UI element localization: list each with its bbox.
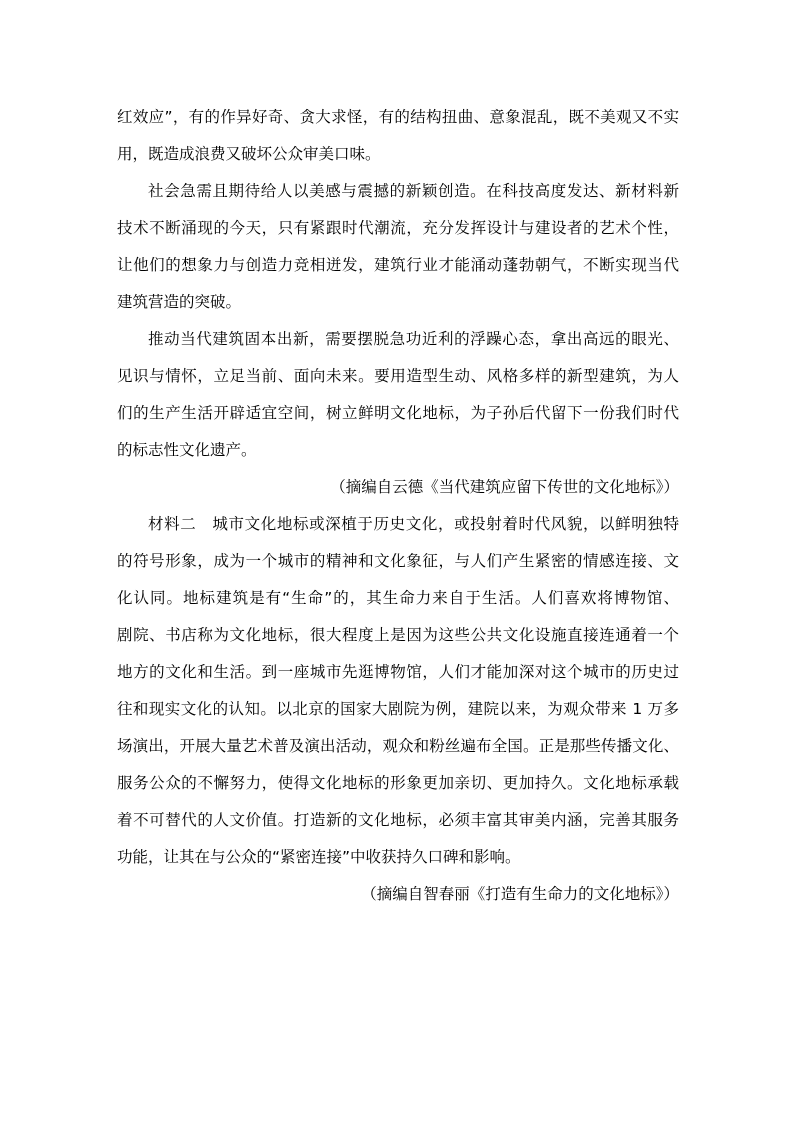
text-line: 材料二 城市文化地标或深植于历史文化，或投射着时代风貌，以鲜明独特 — [148, 515, 679, 533]
paragraph-4 — [117, 506, 679, 876]
text-line: 往和现实文化的认知。以北京的国家大剧院为例，建院以来，为观众带来 1 万多 — [117, 700, 679, 718]
text-line: 服务公众的不懈努力，使得文化地标的形象更加亲切、更加持久。文化地标承载 — [117, 774, 679, 792]
text-line: 地方的文化和生活。到一座城市先逛博物馆，人们才能加深对这个城市的历史过 — [117, 663, 679, 681]
paragraph-2 — [117, 173, 679, 321]
text-line: 功能，让其在与公众的“紧密连接”中收获持久口碑和影响。 — [117, 848, 521, 866]
text-line: 推动当代建筑固本出新，需要摆脱急功近利的浮躁心态，拿出高远的眼光、 — [148, 330, 679, 348]
text-line: 让他们的想象力与创造力竞相迸发，建筑行业才能涌动蓬勃朝气，不断实现当代 — [117, 256, 679, 274]
citation-2: （摘编自智春丽《打造有生命力的文化地标》） — [361, 885, 679, 903]
text-line: 化认同。地标建筑是有“生命”的，其生命力来自于生活。人们喜欢将博物馆、 — [117, 589, 679, 607]
text-line: 社会急需且期待给人以美感与震撼的新颖创造。在科技高度发达、新材料新 — [148, 182, 679, 200]
text-line: 剧院、书店称为文化地标，很大程度上是因为这些公共文化设施直接连通着一个 — [117, 626, 679, 644]
paragraph-1 — [117, 99, 679, 173]
text-line: 们的生产生活开辟适宜空间，树立鲜明文化地标，为子孙后代留下一份我们时代 — [117, 404, 679, 422]
text-line: 的标志性文化遗产。 — [117, 441, 257, 459]
paragraph-3 — [117, 321, 679, 469]
document-page — [117, 99, 679, 913]
citation-1: （摘编自云德《当代建筑应留下传世的文化地标》） — [330, 478, 679, 496]
text-line: 场演出，开展大量艺术普及演出活动，观众和粉丝遍布全国。正是那些传播文化、 — [117, 737, 679, 755]
text-line: 技术不断涌现的今天，只有紧跟时代潮流，充分发挥设计与建设者的艺术个性， — [117, 219, 679, 237]
text-line: 见识与情怀，立足当前、面向未来。要用造型生动、风格多样的新型建筑，为人 — [117, 367, 679, 385]
text-line: 着不可替代的人文价值。打造新的文化地标，必须丰富其审美内涵，完善其服务 — [117, 811, 679, 829]
text-line: 用，既造成浪费又破坏公众审美口味。 — [117, 145, 381, 163]
text-line: 红效应”，有的作异好奇、贪大求怪，有的结构扭曲、意象混乱，既不美观又不实 — [117, 108, 679, 126]
text-line: 建筑营造的突破。 — [117, 293, 242, 311]
text-line: 的符号形象，成为一个城市的精神和文化象征，与人们产生紧密的情感连接、文 — [117, 552, 679, 570]
